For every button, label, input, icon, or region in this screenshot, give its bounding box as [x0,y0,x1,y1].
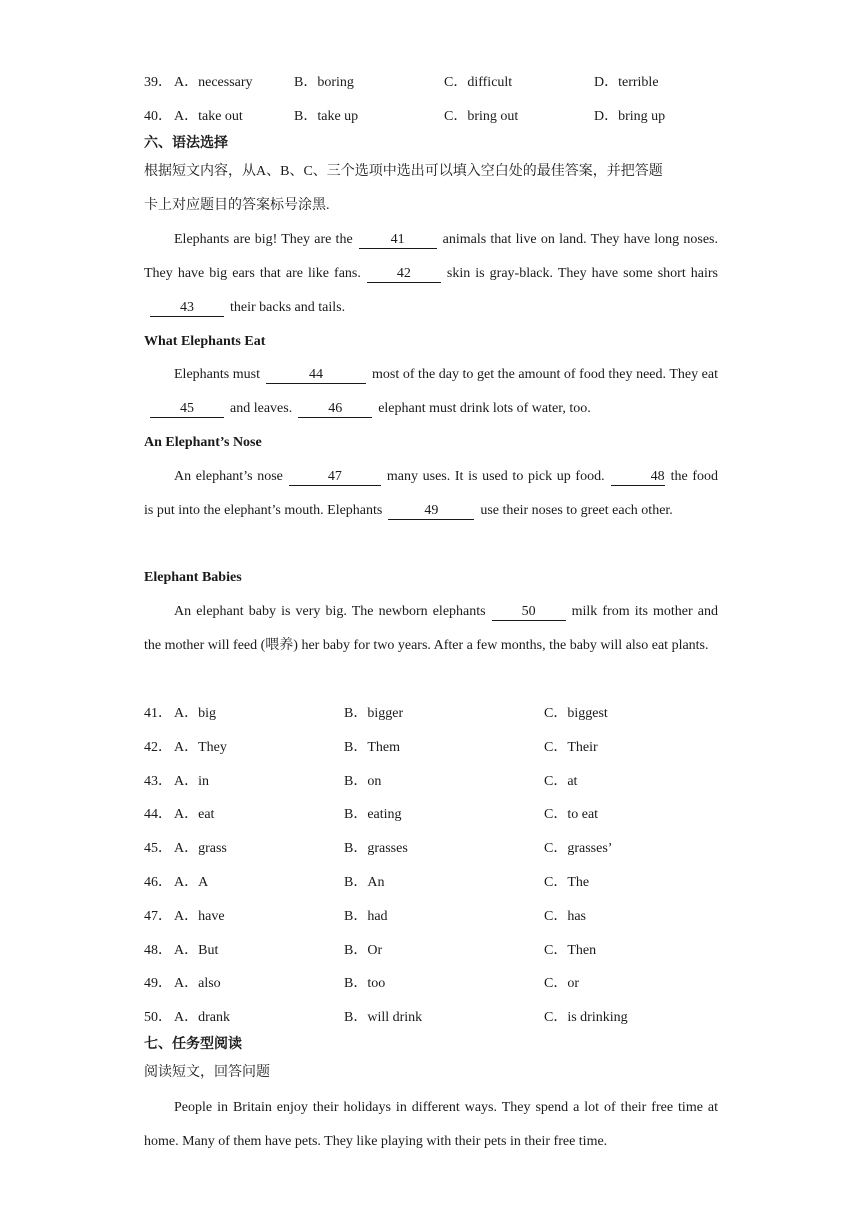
question-number: 41． [144,706,172,721]
option-c: C．The [544,875,590,890]
subheading: What Elephants Eat [144,334,266,349]
option-row [144,974,718,994]
option-c: C．difficult [444,75,513,90]
option-row [144,839,718,859]
option-c: C．Then [544,942,597,958]
option-row [144,805,718,825]
option-b: B．grasses [344,841,408,857]
section-instruction: 卡上对应题目的答案标号涂黑. [144,198,330,213]
option-row [144,738,718,758]
option-a: A．have [174,908,225,924]
option-a: A．A [174,875,209,890]
section-instruction: 根据短文内容，从A、B、C、三个选项中选出可以填入空白处的最佳答案，并把答题 [144,164,663,179]
option-row [144,907,718,927]
option-b: B．had [344,908,388,924]
question-number: 40． [144,109,172,124]
blank-45: 45 [150,401,224,418]
option-a: A．eat [174,807,215,823]
passage-text: animals that live on land. They have long noses. They have big ears that are like fans. [144,232,718,281]
passage-text: An elephant’s nose [174,469,283,484]
option-a: A．drank [174,1010,230,1026]
option-a: A．also [174,976,221,992]
option-row [144,941,718,961]
option-c: C．Their [544,739,598,755]
passage-text: Elephants are big! They are the [174,232,353,247]
passage-paragraph [144,223,718,325]
option-a: A．big [174,706,216,721]
option-b: B．Or [344,942,383,958]
question-number: 50． [144,1010,172,1026]
option-row-39 [144,73,718,93]
passage-text: skin is gray-black. They have some short hairs [446,266,718,281]
blank-43: 43 [150,300,224,317]
passage-paragraph [144,358,718,426]
option-row [144,1008,718,1028]
blank-46: 46 [298,401,372,418]
blank-49: 49 [388,503,474,520]
passage-text: most of the day to get the amount of food they need. They eat [372,367,718,382]
passage-text: elephant must drink lots of water, too. [378,401,591,416]
option-b: B．boring [294,75,354,90]
option-row-40 [144,107,718,127]
option-c: C．has [544,908,586,924]
blank-42: 42 [367,266,441,283]
blank-44: 44 [266,367,366,384]
passage-text: An elephant baby is very big. The newborn elephants [174,604,486,619]
option-c: C．biggest [544,706,608,721]
question-number: 47． [144,908,172,924]
question-number: 39． [144,75,172,90]
option-row [144,704,718,724]
blank-41: 41 [359,232,437,249]
option-b: B．Them [344,739,400,755]
option-a: A．in [174,773,209,789]
question-number: 46． [144,875,172,890]
question-number: 45． [144,841,172,857]
option-c: C．is drinking [544,1010,628,1026]
option-b: B．An [344,875,385,890]
passage-text: and leaves. [230,401,293,416]
passage-text: milk from its mother and the mother will feed (喂养) her baby for two years. After a few months, the baby will also eat plants. [144,604,719,653]
question-number: 44． [144,807,172,823]
section-title: 六、语法选择 [144,136,228,151]
section-instruction: 阅读短文，回答问题 [144,1065,270,1080]
option-row [144,873,718,893]
option-b: B．bigger [344,706,404,721]
option-b: B．take up [294,109,359,124]
option-a: A．grass [174,841,227,857]
option-b: B．too [344,976,386,992]
option-c: C．grasses’ [544,841,613,857]
passage-paragraph: People in Britain enjoy their holidays in different ways. They spend a lot of their free time at home. Many of them have pets. They like playing with their pets in their free time. [144,1100,718,1149]
question-number: 42． [144,739,172,755]
option-b: B．on [344,773,382,789]
option-a: A．take out [174,109,243,124]
option-a: A．But [174,942,219,958]
passage-text: their backs and tails. [230,300,346,315]
option-row [144,772,718,792]
blank-48: 48 [611,469,665,486]
option-c: C．at [544,773,578,789]
section-title: 七、任务型阅读 [144,1037,242,1052]
passage-paragraph [144,595,718,663]
blank-50: 50 [492,604,566,621]
passage-text: the food is put into the elephant’s mouth. Elephants [144,469,719,518]
option-d: D．terrible [594,75,659,90]
passage-text: many uses. It is used to pick up food. [386,469,605,484]
passage-paragraph [144,460,718,528]
option-b: B．eating [344,807,402,823]
question-number: 43． [144,773,172,789]
option-c: C．or [544,976,579,992]
option-d: D．bring up [594,109,666,124]
passage-text: use their noses to greet each other. [480,503,673,518]
question-number: 48． [144,942,172,958]
subheading: An Elephant’s Nose [144,435,262,450]
option-a: A．They [174,739,227,755]
option-b: B．will drink [344,1010,423,1026]
blank-47: 47 [289,469,381,486]
option-c: C．bring out [444,109,519,124]
option-a: A．necessary [174,75,253,90]
option-c: C．to eat [544,807,599,823]
subheading: Elephant Babies [144,570,242,585]
passage-text: Elephants must [174,367,261,382]
question-number: 49． [144,976,172,992]
